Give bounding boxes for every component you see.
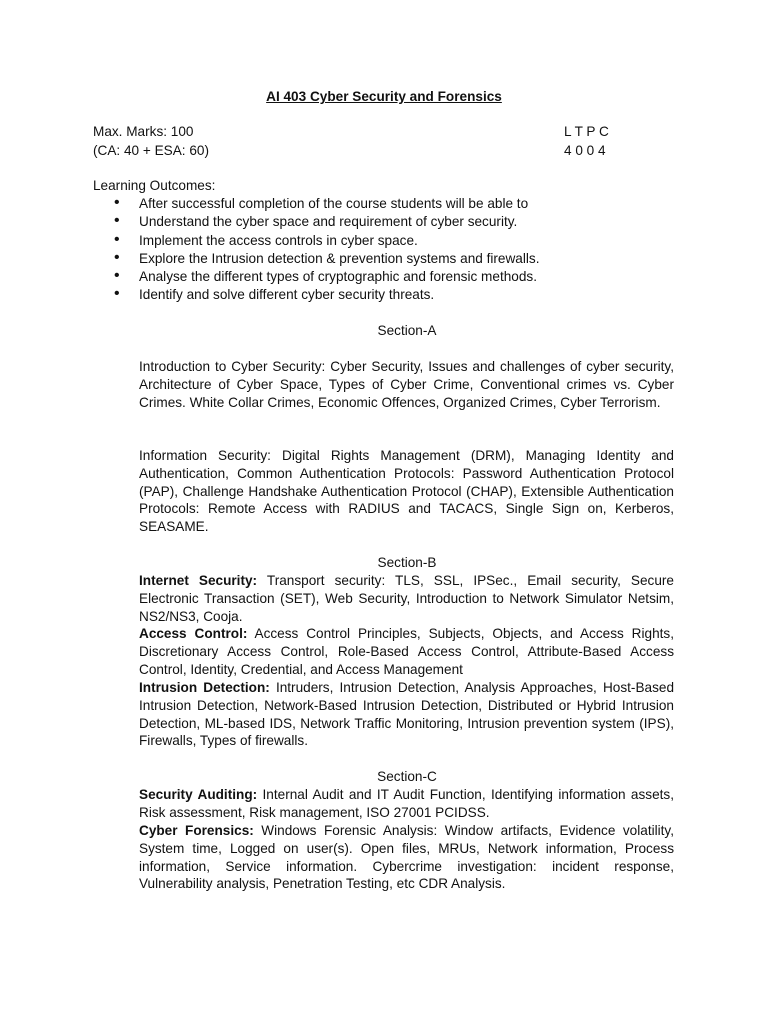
section-c-security-auditing xyxy=(139,786,674,822)
ca-esa-row xyxy=(93,142,613,160)
learning-outcomes-list xyxy=(93,195,653,305)
access-control-text: Access Control Principles, Subjects, Objects, and Access Rights, Discretionary Access Control, Role-Based Access Control, Attribute-Based Access Control, Identity, Credential, and Access Management xyxy=(139,626,674,677)
security-auditing-text: Internal Audit and IT Audit Function, Identifying information assets, Risk assessment, Risk management, ISO 27001 PCIDSS. xyxy=(139,787,674,820)
intrusion-detection-text: Intruders, Intrusion Detection, Analysis Approaches, Host-Based Intrusion Detection, Network-Based Intrusion Detection, Distributed or Hybrid Intrusion Detection, ML-based IDS, Network Traffic Monitoring, Intrusion prevention system (IPS), Firewalls, Types of firewalls. xyxy=(139,680,675,749)
section-b-intrusion-detection xyxy=(139,679,674,750)
access-control-label: Access Control: xyxy=(139,626,248,641)
security-auditing-label: Security Auditing: xyxy=(139,787,258,802)
list-item: • Explore the Intrusion detection & prevention systems and firewalls. xyxy=(93,250,653,268)
section-b-internet-security xyxy=(139,572,674,625)
list-item: • After successful completion of the course students will be able to xyxy=(93,195,653,213)
internet-security-label: Internet Security: xyxy=(139,573,258,588)
course-title: AI 403 Cyber Security and Forensics xyxy=(266,89,502,104)
intrusion-detection-label: Intrusion Detection: xyxy=(139,680,270,695)
section-a-paragraph-1: Introduction to Cyber Security: Cyber Security, Issues and challenges of cyber security, Architecture of Cyber Space, Types of Cyber Crime, Conventional crimes vs. Cyber Crimes. White Collar Crimes, Economic Offences, Organized Crimes, Cyber Terrorism. xyxy=(139,359,674,410)
section-b-access-control xyxy=(139,625,674,678)
cyber-forensics-text: Windows Forensic Analysis: Window artifacts, Evidence volatility, System time, Logged on user(s). Open files, MRUs, Network information, Process information, Service information. Cybercrime investigation: incident response, Vulnerability analysis, Penetration Testing, etc CDR Analysis. xyxy=(139,823,675,892)
ca-esa-marks: (CA: 40 + ESA: 60) xyxy=(93,143,209,158)
section-b-heading: Section-B xyxy=(377,555,437,570)
ltpc-values: 4 0 0 4 xyxy=(564,143,606,158)
max-marks: Max. Marks: 100 xyxy=(93,124,194,139)
list-item: • Identify and solve different cyber security threats. xyxy=(93,286,653,304)
list-item: • Implement the access controls in cyber space. xyxy=(93,232,653,250)
list-item: • Analyse the different types of cryptographic and forensic methods. xyxy=(93,268,653,286)
list-item: • Understand the cyber space and requirement of cyber security. xyxy=(93,213,653,231)
learning-outcomes-heading: Learning Outcomes: xyxy=(93,178,216,193)
internet-security-text: Transport security: TLS, SSL, IPSec., Email security, Secure Electronic Transaction (SET), Web Security, Introduction to Network Simulator Netsim, NS2/NS3, Cooja. xyxy=(139,573,674,624)
ltpc-label: L T P C xyxy=(564,124,609,139)
section-a-paragraph-2: Information Security: Digital Rights Management (DRM), Managing Identity and Authentication, Common Authentication Protocols: Password Authentication Protocol (PAP), Challenge Handshake Authentication Protocol (CHAP), Extensible Authentication Protocols: Remote Access with RADIUS and TACACS, Single Sign on, Kerberos, SEASAME. xyxy=(139,448,674,535)
section-a-heading: Section-A xyxy=(377,323,437,338)
section-c-heading: Section-C xyxy=(377,769,437,784)
section-c-cyber-forensics xyxy=(139,822,674,893)
cyber-forensics-label: Cyber Forensics: xyxy=(139,823,254,838)
max-marks-row xyxy=(93,123,613,141)
